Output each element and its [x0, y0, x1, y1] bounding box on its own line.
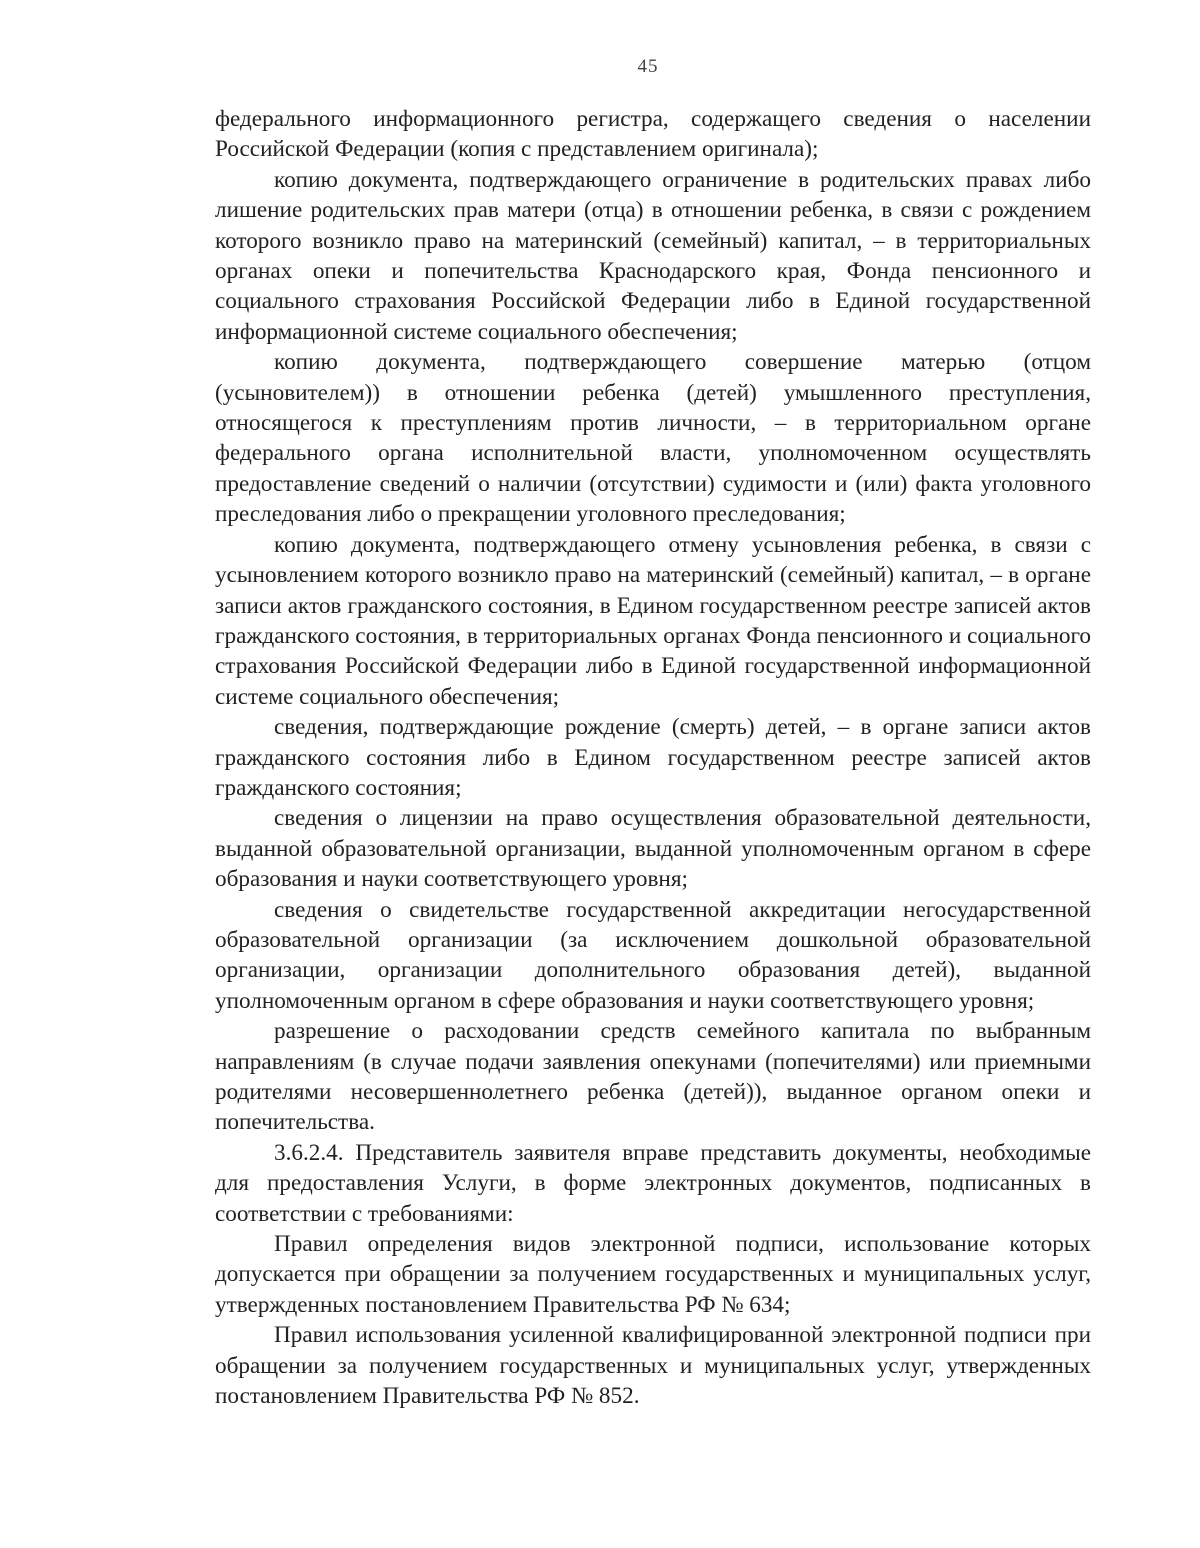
document-body — [215, 104, 1091, 1411]
paragraph: копию документа, подтверждающего ограничение в родительских правах либо лишение родительских прав матери (отца) в отношении ребенка, в связи с рождением которого возникло право на материнский (семейный) капитал, – в территориальных органах опеки и попечительства Краснодарского края, Фонда пенсионного и социального страхования Российской Федерации либо в Единой государственной информационной системе социального обеспечения; — [215, 166, 1091, 345]
paragraph: федерального информационного регистра, содержащего сведения о населении Российской Федерации (копия с представлением оригинала); — [215, 106, 1091, 163]
paragraph: копию документа, подтверждающего совершение матерью (отцом (усыновителем)) в отношении ребенка (детей) умышленного преступления, относящегося к преступлениям против личности, – в территориальном органе федерального органа исполнительной власти, уполномоченном осуществлять предоставление сведений о наличии (отсутствии) судимости и (или) факта уголовного преследования либо о прекращении уголовного преследования; — [215, 349, 1091, 528]
paragraph: 3.6.2.4. Представитель заявителя вправе представить документы, необходимые для предоставления Услуги, в форме электронных документов, подписанных в соответствии с требованиями: — [215, 1139, 1091, 1227]
paragraph: разрешение о расходовании средств семейного капитала по выбранным направлениям (в случае подачи заявления опекунами (попечителями) или приемными родителями несовершеннолетнего ребенка (детей)), выданное органом опеки и попечительства. — [215, 1018, 1091, 1136]
paragraph: сведения, подтверждающие рождение (смерть) детей, – в органе записи актов гражданского состояния либо в Едином государственном реестре записей актов гражданского состояния; — [215, 714, 1091, 801]
paragraph: сведения о лицензии на право осуществления образовательной деятельности, выданной образовательной организации, выданной уполномоченным органом в сфере образования и науки соответствующего уровня; — [215, 805, 1091, 893]
paragraph: копию документа, подтверждающего отмену усыновления ребенка, в связи с усыновлением которого возникло право на материнский (семейный) капитал, – в органе записи актов гражданского состояния, в Едином государственном реестре записей актов гражданского состояния, в территориальных органах Фонда пенсионного и социального страхования Российской Федерации либо в Единой государственной информационной системе социального обеспечения; — [215, 531, 1091, 710]
page-number: 45 — [637, 56, 659, 77]
paragraph: Правил использования усиленной квалифицированной электронной подписи при обращении за получением государственных и муниципальных услуг, утвержденных постановлением Правительства РФ № 852. — [215, 1322, 1091, 1410]
paragraph: Правил определения видов электронной подписи, использование которых допускается при обращении за получением государственных и муниципальных услуг, утвержденных постановлением Правительства РФ № 634; — [215, 1231, 1091, 1318]
paragraph: сведения о свидетельстве государственной аккредитации негосударственной образовательной организации (за исключением дошкольной образовательной организации, организации дополнительного образования детей), выданной уполномоченным органом в сфере образования и науки соответствующего уровня; — [215, 896, 1091, 1014]
